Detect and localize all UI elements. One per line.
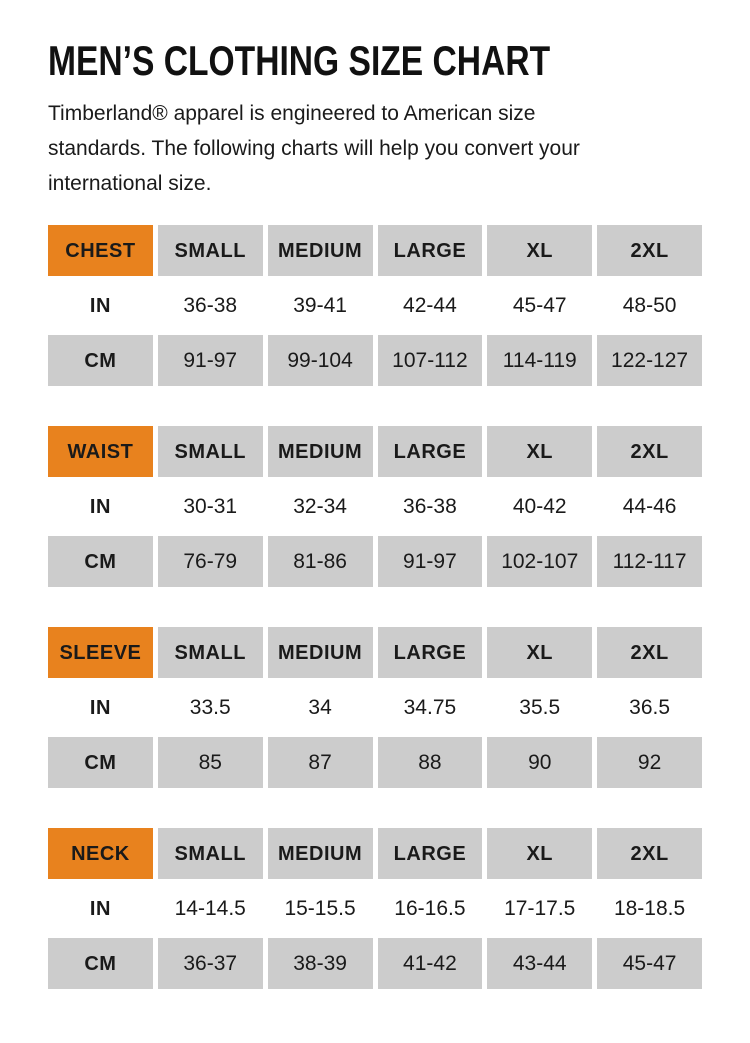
- measure-label-chest: CHEST: [48, 225, 153, 276]
- unit-label-in: IN: [48, 481, 153, 532]
- measure-label-neck: NECK: [48, 828, 153, 879]
- size-header-medium: MEDIUM: [268, 426, 373, 477]
- chest-cm-large: 107-112: [378, 335, 483, 386]
- neck-cm-large: 41-42: [378, 938, 483, 989]
- neck-cm-xl: 43-44: [487, 938, 592, 989]
- size-header-2xl: 2XL: [597, 426, 702, 477]
- unit-label-cm: CM: [48, 737, 153, 788]
- size-table-sleeve: [48, 627, 702, 788]
- chest-cm-medium: 99-104: [268, 335, 373, 386]
- sleeve-in-large: 34.75: [378, 682, 483, 733]
- size-header-xl: XL: [487, 426, 592, 477]
- page-title: MEN’S CLOTHING SIZE CHART: [48, 37, 551, 84]
- size-header-small: SMALL: [158, 426, 263, 477]
- sleeve-cm-large: 88: [378, 737, 483, 788]
- unit-label-cm: CM: [48, 938, 153, 989]
- size-header-large: LARGE: [378, 225, 483, 276]
- chest-in-medium: 39-41: [268, 280, 373, 331]
- size-header-xl: XL: [487, 225, 592, 276]
- neck-in-large: 16-16.5: [378, 883, 483, 934]
- size-header-medium: MEDIUM: [268, 627, 373, 678]
- unit-label-in: IN: [48, 883, 153, 934]
- sleeve-cm-2xl: 92: [597, 737, 702, 788]
- sleeve-in-xl: 35.5: [487, 682, 592, 733]
- neck-in-small: 14-14.5: [158, 883, 263, 934]
- intro-line: Timberland® apparel is engineered to American size: [48, 102, 536, 125]
- sleeve-cm-medium: 87: [268, 737, 373, 788]
- size-header-2xl: 2XL: [597, 627, 702, 678]
- size-header-large: LARGE: [378, 627, 483, 678]
- chest-cm-xl: 114-119: [487, 335, 592, 386]
- sleeve-in-small: 33.5: [158, 682, 263, 733]
- waist-in-xl: 40-42: [487, 481, 592, 532]
- chest-in-xl: 45-47: [487, 280, 592, 331]
- neck-cm-medium: 38-39: [268, 938, 373, 989]
- size-header-small: SMALL: [158, 627, 263, 678]
- waist-in-medium: 32-34: [268, 481, 373, 532]
- size-header-large: LARGE: [378, 828, 483, 879]
- chest-in-large: 42-44: [378, 280, 483, 331]
- size-table-chest: [48, 225, 702, 386]
- size-header-medium: MEDIUM: [268, 828, 373, 879]
- size-table-waist: [48, 426, 702, 587]
- chest-in-2xl: 48-50: [597, 280, 702, 331]
- unit-label-cm: CM: [48, 536, 153, 587]
- intro-line: international size.: [48, 172, 212, 195]
- neck-cm-small: 36-37: [158, 938, 263, 989]
- chest-in-small: 36-38: [158, 280, 263, 331]
- measure-label-sleeve: SLEEVE: [48, 627, 153, 678]
- neck-in-medium: 15-15.5: [268, 883, 373, 934]
- sleeve-cm-xl: 90: [487, 737, 592, 788]
- chest-cm-2xl: 122-127: [597, 335, 702, 386]
- unit-label-in: IN: [48, 682, 153, 733]
- unit-label-in: IN: [48, 280, 153, 331]
- size-header-2xl: 2XL: [597, 828, 702, 879]
- neck-in-xl: 17-17.5: [487, 883, 592, 934]
- intro-paragraph: [48, 96, 702, 201]
- sleeve-in-2xl: 36.5: [597, 682, 702, 733]
- waist-cm-large: 91-97: [378, 536, 483, 587]
- measure-label-waist: WAIST: [48, 426, 153, 477]
- neck-cm-2xl: 45-47: [597, 938, 702, 989]
- waist-in-2xl: 44-46: [597, 481, 702, 532]
- chest-cm-small: 91-97: [158, 335, 263, 386]
- sleeve-in-medium: 34: [268, 682, 373, 733]
- neck-in-2xl: 18-18.5: [597, 883, 702, 934]
- size-table-neck: [48, 828, 702, 989]
- size-header-xl: XL: [487, 627, 592, 678]
- waist-cm-medium: 81-86: [268, 536, 373, 587]
- intro-line: standards. The following charts will help you convert your: [48, 137, 580, 160]
- size-header-medium: MEDIUM: [268, 225, 373, 276]
- sleeve-cm-small: 85: [158, 737, 263, 788]
- size-header-2xl: 2XL: [597, 225, 702, 276]
- size-header-large: LARGE: [378, 426, 483, 477]
- size-header-xl: XL: [487, 828, 592, 879]
- waist-cm-small: 76-79: [158, 536, 263, 587]
- waist-cm-xl: 102-107: [487, 536, 592, 587]
- waist-in-small: 30-31: [158, 481, 263, 532]
- size-header-small: SMALL: [158, 828, 263, 879]
- waist-in-large: 36-38: [378, 481, 483, 532]
- size-header-small: SMALL: [158, 225, 263, 276]
- waist-cm-2xl: 112-117: [597, 536, 702, 587]
- unit-label-cm: CM: [48, 335, 153, 386]
